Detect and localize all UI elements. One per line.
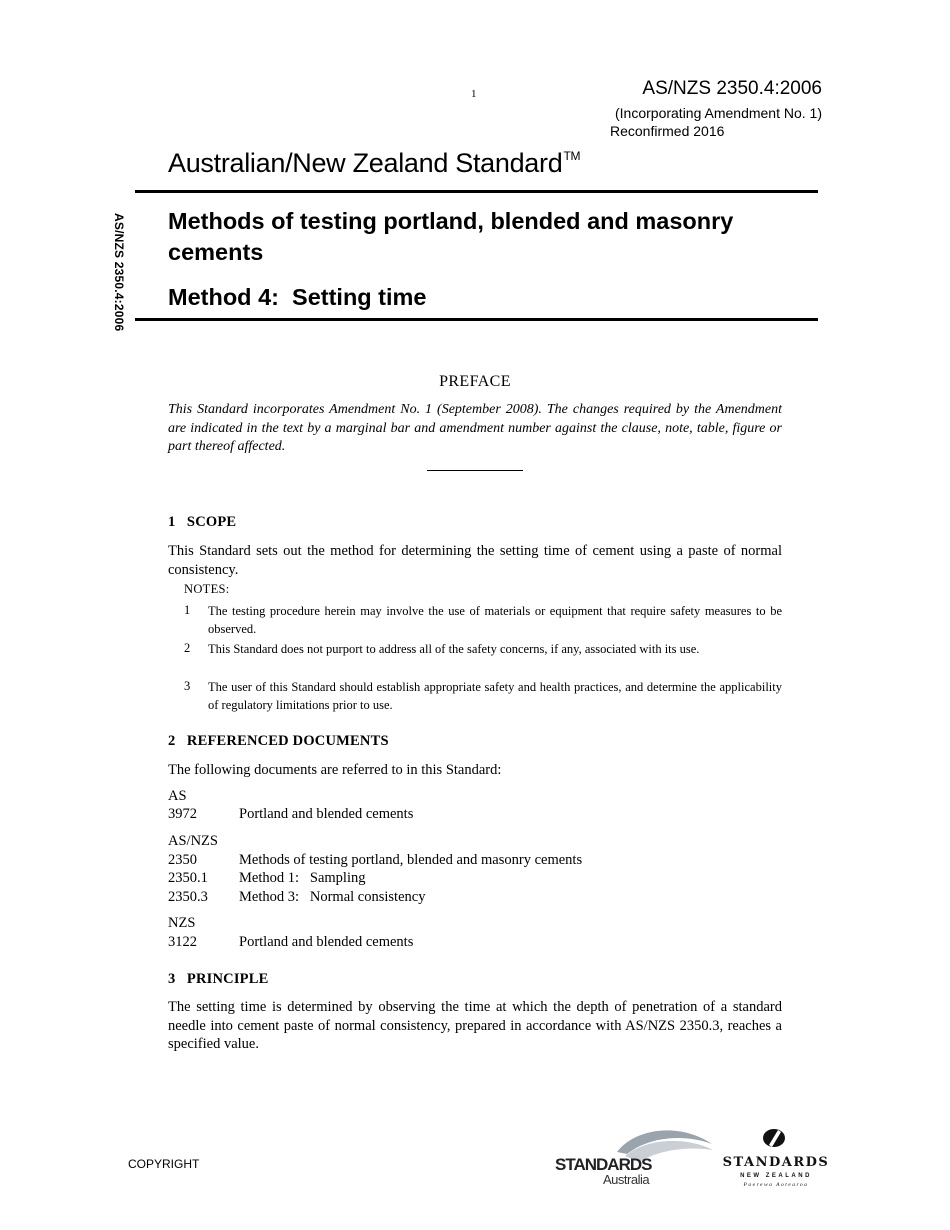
references-intro: The following documents are referred to in this Standard:	[168, 762, 502, 778]
reference-code: 3122	[168, 934, 197, 950]
standards-australia-logo	[555, 1124, 715, 1190]
series-title	[168, 148, 580, 179]
logo-au-country: Australia	[603, 1172, 650, 1187]
reference-code: 2350.3	[168, 889, 208, 905]
reference-group-label: AS/NZS	[168, 833, 218, 849]
reference-title: Portland and blended cements	[239, 806, 414, 822]
reference-title: Method 1: Sampling	[239, 870, 366, 886]
reference-group-label: AS	[168, 788, 187, 804]
series-title-text: Australian/New Zealand Standard	[168, 148, 563, 178]
reconfirmed-note: Reconfirmed 2016	[610, 123, 725, 139]
logo-nz-country: NEW ZEALAND	[740, 1173, 812, 1179]
reference-title: Portland and blended cements	[239, 934, 414, 950]
note-text: The user of this Standard should establish appropriate safety and health practices, and determine the applicability of regulatory limitations prior to use.	[208, 680, 782, 712]
logo-au-wordmark: STANDARDS	[555, 1155, 652, 1174]
trademark-mark: TM	[563, 149, 581, 163]
scope-heading: 1 SCOPE	[168, 514, 237, 530]
document-title: Methods of testing portland, blended and masonry cements	[168, 208, 734, 265]
principle-text: The setting time is determined by observing the time at which the depth of penetration of a standard needle into cement paste of normal consistency, prepared in accordance with AS/NZS 2350.3, reaches a specified value.	[168, 999, 782, 1052]
note-text: This Standard does not purport to address all of the safety concerns, if any, associated with its use.	[208, 642, 700, 656]
preface-heading: PREFACE	[439, 373, 511, 390]
reference-group-label: NZS	[168, 915, 196, 931]
copyright-label: COPYRIGHT	[128, 1157, 200, 1171]
reference-title: Methods of testing portland, blended and masonry cements	[239, 852, 583, 868]
note-number: 3	[184, 679, 191, 693]
reference-code: 2350.1	[168, 870, 208, 886]
reference-code: 3972	[168, 806, 197, 822]
method-title: Method 4: Setting time	[168, 284, 427, 310]
note-number: 2	[184, 641, 191, 655]
logo-nz-wordmark: STANDARDS	[722, 1155, 830, 1170]
notes-heading: NOTES:	[184, 582, 230, 596]
amendment-note: (Incorporating Amendment No. 1)	[615, 105, 822, 121]
reference-code: 2350	[168, 852, 197, 868]
references-heading: 2 REFERENCED DOCUMENTS	[168, 733, 389, 749]
logo-nz-tagline: Paerewa Aotearoa	[743, 1182, 809, 1188]
scope-text: This Standard sets out the method for determining the setting time of cement using a paste of normal consistency.	[168, 543, 782, 578]
standard-id: AS/NZS 2350.4:2006	[642, 78, 822, 99]
note-text: The testing procedure herein may involve the use of materials or equipment that require safety measures to be observed.	[208, 604, 782, 636]
page-number: 1	[471, 88, 477, 100]
side-standard-id: AS/NZS 2350.4:2006	[112, 213, 126, 332]
principle-heading: 3 PRINCIPLE	[168, 971, 269, 987]
title-rule-top	[135, 190, 818, 193]
standards-new-zealand-logo	[722, 1124, 830, 1190]
preface-text: This Standard incorporates Amendment No. 1 (September 2008). The changes required by the Amendment are indicated in the text by a marginal bar and amendment number against the clause, note, table, figure or part thereof affected.	[168, 402, 782, 454]
reference-title: Method 3: Normal consistency	[239, 889, 426, 905]
preface-divider	[427, 470, 523, 471]
title-rule-bottom	[135, 318, 818, 321]
note-number: 1	[184, 603, 191, 617]
